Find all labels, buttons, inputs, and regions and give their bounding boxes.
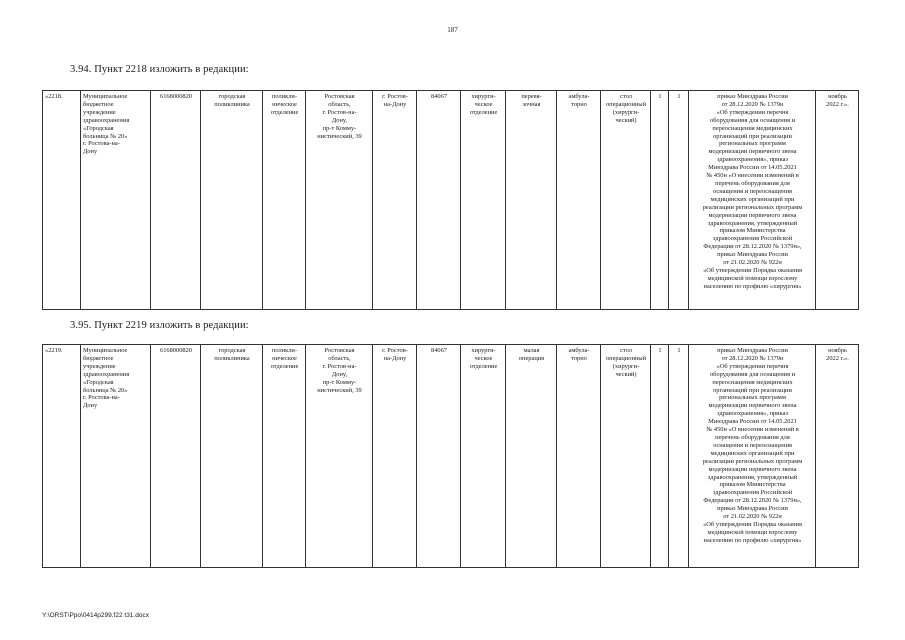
quantity-planned-cell: 1 xyxy=(669,345,689,568)
page-number: 187 xyxy=(447,26,458,34)
department-cell: поликли- ническое отделение xyxy=(263,345,306,568)
subdivision-cell: хирурги- ческое отделение xyxy=(461,345,506,568)
footer-file-path: Y:\ORST\Ppo\0414p299.f22 t31.docx xyxy=(42,612,149,619)
institution-name-cell: Муниципальное бюджетное учреждение здравоохранения «Городская больница № 20» г. Ростова-на- Дону xyxy=(81,91,151,310)
institution-name-cell: Муниципальное бюджетное учреждение здравоохранения «Городская больница № 20» г. Ростова-на- Дону xyxy=(81,345,151,568)
care-form-cell: амбула- торно xyxy=(557,91,601,310)
item-number-cell: «2218. xyxy=(43,91,81,310)
equipment-name-cell: стол операционный (хирурги- ческий) xyxy=(601,91,651,310)
amendment-table-2218 xyxy=(42,90,859,310)
address-cell: Ростовская область, г. Ростов-на- Дону, пр-т Комму- нистический, 39 xyxy=(306,91,373,310)
amendment-table-2219 xyxy=(42,344,859,568)
quantity-required-cell: 1 xyxy=(651,345,669,568)
quantity-required-cell: 1 xyxy=(651,91,669,310)
section-heading-3-95: 3.95. Пункт 2219 изложить в редакции: xyxy=(70,320,249,331)
table-row xyxy=(43,91,859,310)
regulation-basis-cell: приказ Минздрава России от 28.12.2020 № 1379н «Об утверждении перечня оборудования для оснащения и переоснащения медицинских организаций при реализации региональных программ модернизации первичного звена здравоохранения», приказ Минздрава России от 14.05.2021 № 450н «О внесении изменений в перечень оборудования для оснащения и переоснащения медицинских организаций при реализации региональных программ модернизации первичного звена здравоохранения, утвержденный приказом Министерства здравоохранения Российской Федерации от 28.12.2020 № 1379н», приказ Минздрава России от 21.02.2020 № 922н «Об утверждении Порядка оказания медицинской помощи взрослому населению по профилю «хирургия» xyxy=(689,91,816,310)
room-cell: перевя- зочная xyxy=(506,91,557,310)
room-cell: малая операция xyxy=(506,345,557,568)
unit-type-cell: городская поликлиника xyxy=(201,91,263,310)
locality-cell: г. Ростов- на-Дону xyxy=(373,345,417,568)
inn-cell: 6168000820 xyxy=(151,91,201,310)
section-heading-3-94: 3.94. Пункт 2218 изложить в редакции: xyxy=(70,64,249,75)
quantity-planned-cell: 1 xyxy=(669,91,689,310)
unit-type-cell: городская поликлиника xyxy=(201,345,263,568)
deadline-cell: ноябрь 2022 г.». xyxy=(816,91,859,310)
inn-cell: 6168000820 xyxy=(151,345,201,568)
department-cell: поликли- ническое отделение xyxy=(263,91,306,310)
table-row xyxy=(43,345,859,568)
oktmo-code-cell: 84067 xyxy=(417,345,461,568)
item-number-cell: «2219. xyxy=(43,345,81,568)
regulation-basis-cell: приказ Минздрава России от 28.12.2020 № 1379н «Об утверждении перечня оборудования для оснащения и переоснащения медицинских организаций при реализации региональных программ модернизации первичного звена здравоохранения», приказ Минздрава России от 14.05.2021 № 450н «О внесении изменений в перечень оборудования для оснащения и переоснащения медицинских организаций при реализации региональных программ модернизации первичного звена здравоохранения, утвержденный приказом Министерства здравоохранения Российской Федерации от 28.12.2020 № 1379н», приказ Минздрава России от 21.02.2020 № 922н «Об утверждении Порядка оказания медицинской помощи взрослому населению по профилю «хирургия» xyxy=(689,345,816,568)
oktmo-code-cell: 84067 xyxy=(417,91,461,310)
subdivision-cell: хирурги- ческое отделение xyxy=(461,91,506,310)
address-cell: Ростовская область, г. Ростов-на- Дону, пр-т Комму- нистический, 39 xyxy=(306,345,373,568)
deadline-cell: ноябрь 2022 г.». xyxy=(816,345,859,568)
care-form-cell: амбула- торно xyxy=(557,345,601,568)
equipment-name-cell: стол операционный (хирурги- ческий) xyxy=(601,345,651,568)
locality-cell: г. Ростов- на-Дону xyxy=(373,91,417,310)
